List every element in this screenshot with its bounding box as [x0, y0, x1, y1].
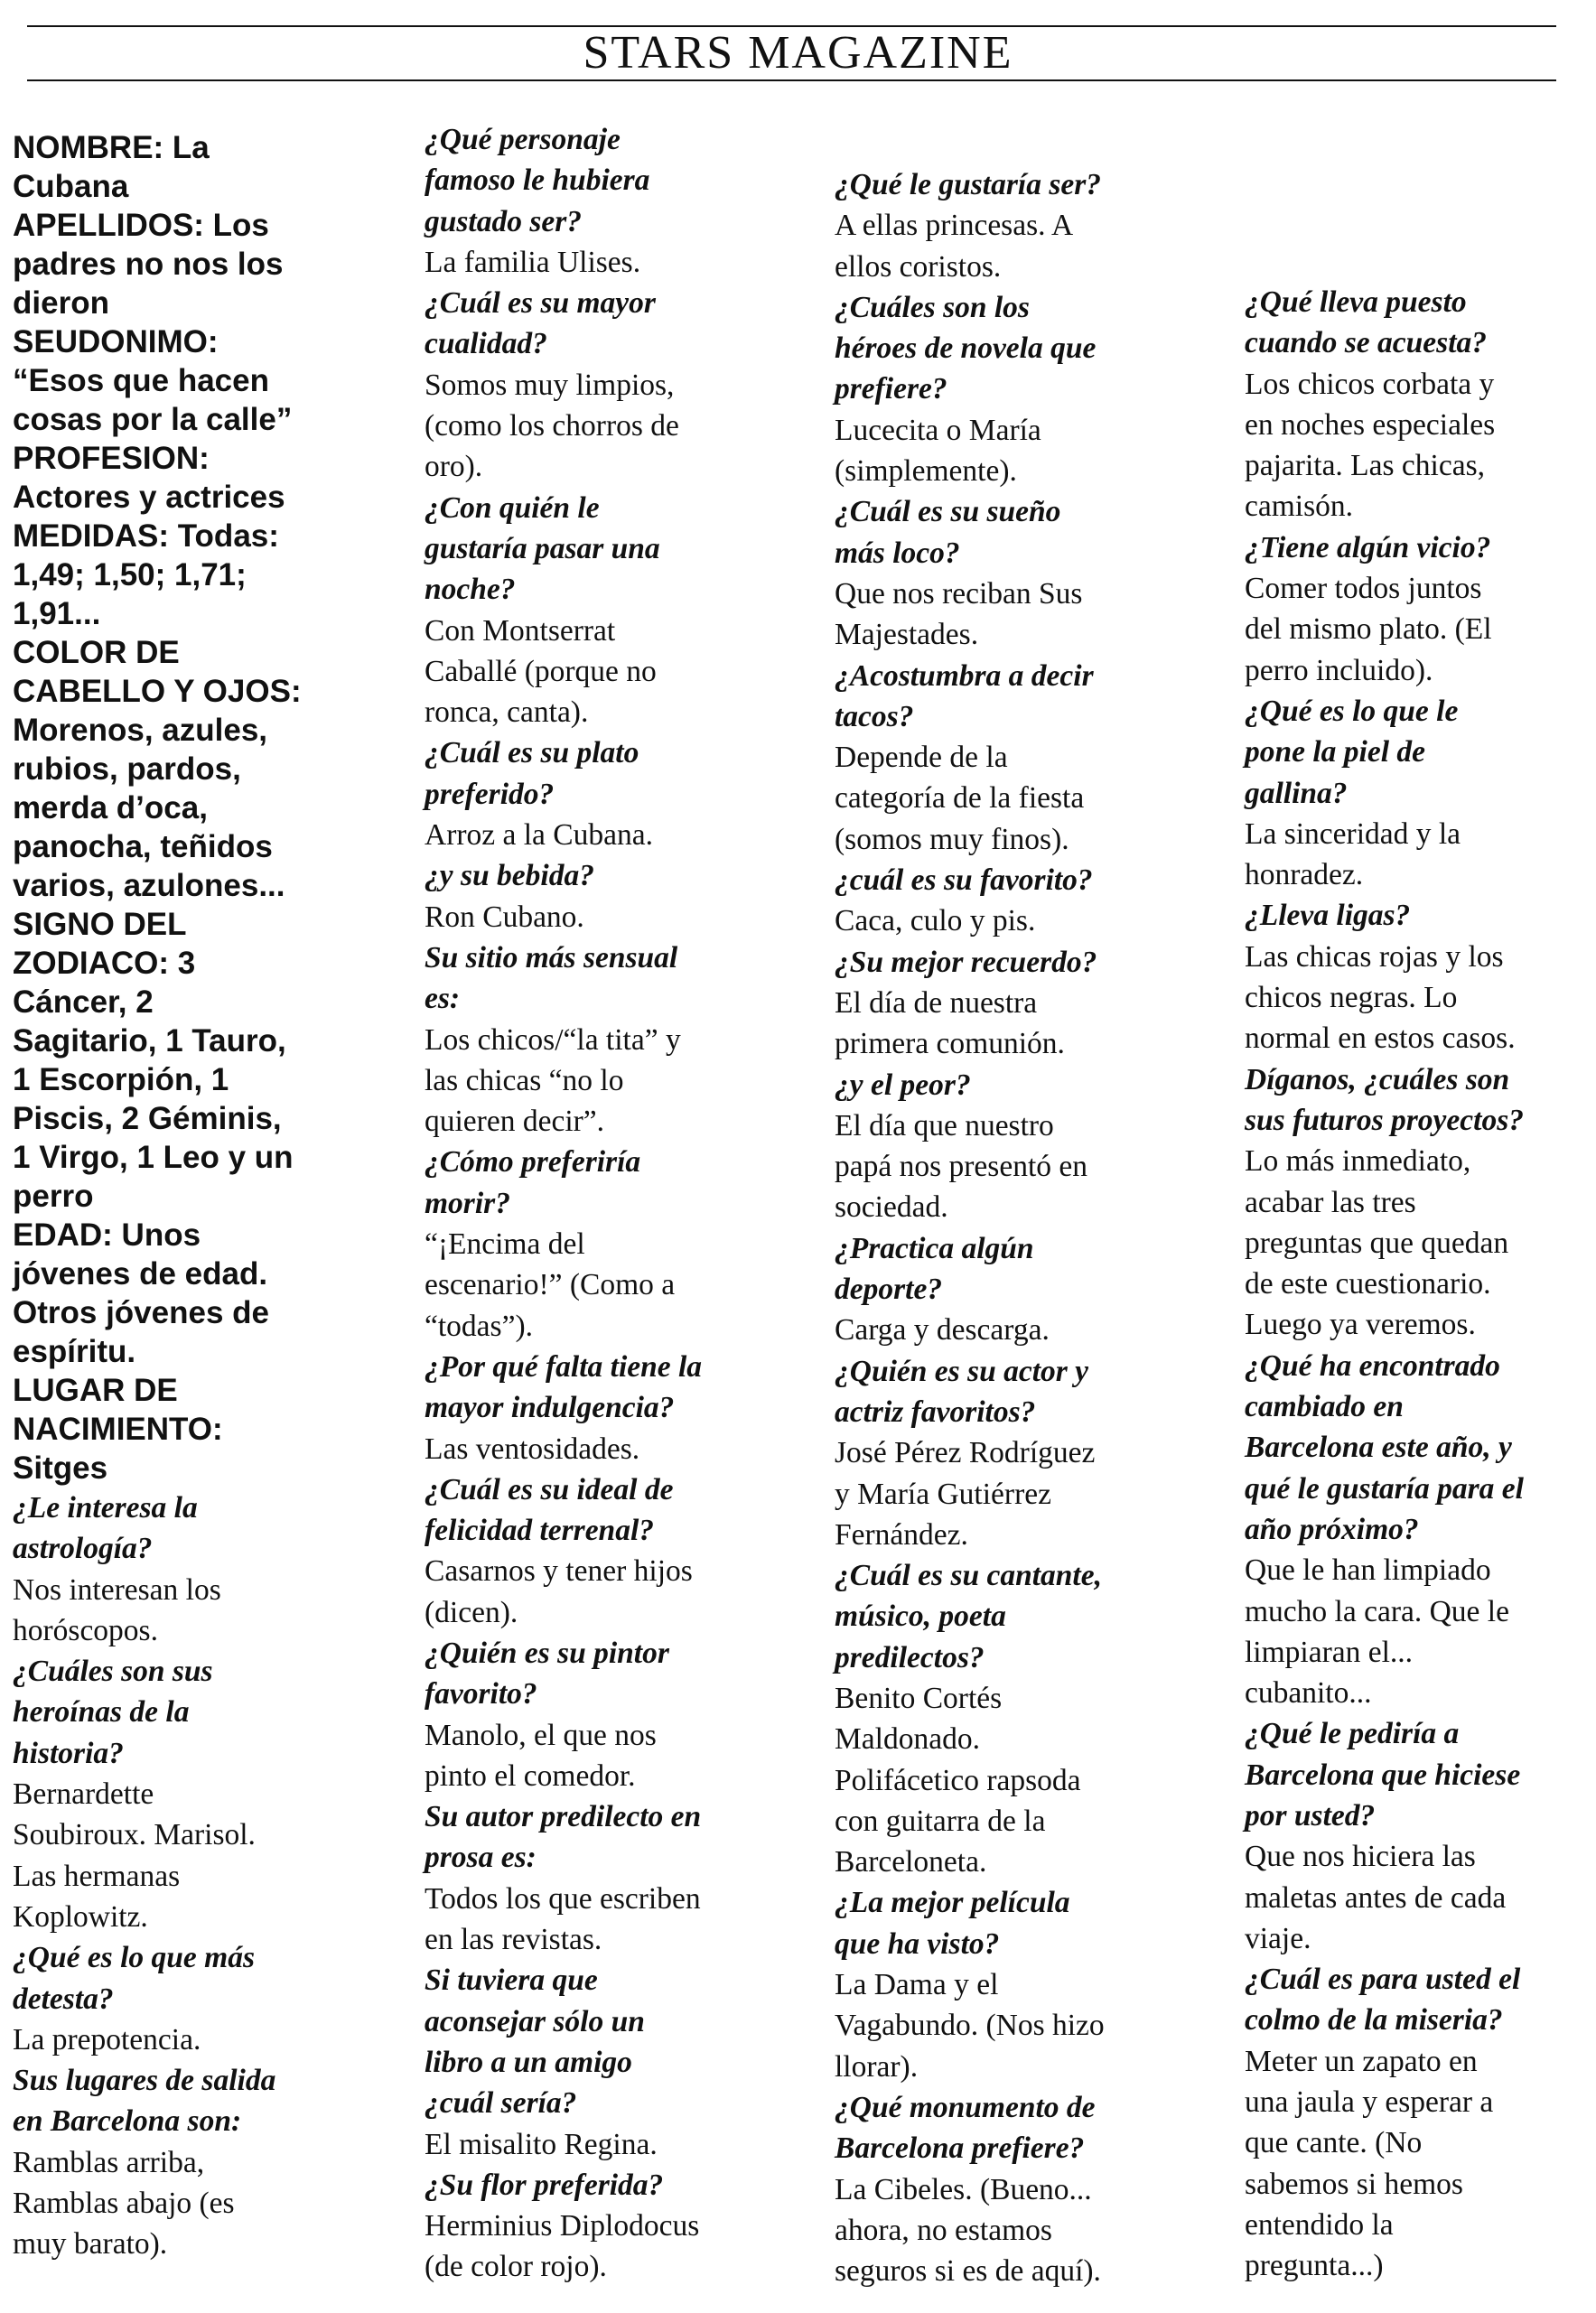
answer: Con Montserrat Caballé (porque no ronca, canta).: [425, 613, 657, 730]
answer: El misalito Regina.: [425, 2127, 658, 2161]
column-4: [1245, 282, 1588, 2287]
question: ¿y su bebida?: [425, 859, 594, 893]
question: ¿Cuál es para usted el colmo de la miseria?: [1245, 1963, 1521, 2038]
fact-medidas: MEDIDAS: Todas: 1,49; 1,50; 1,71; 1,91...: [13, 518, 279, 631]
question: Su sitio más sensual es:: [425, 940, 678, 1016]
qa-list-1: [13, 1488, 410, 2265]
question: ¿Por qué falta tiene la mayor indulgencia?: [425, 1349, 703, 1425]
answer: Manolo, el que nos pinto el comedor.: [425, 1718, 657, 1793]
header-bottom-rule: [27, 79, 1556, 81]
question: ¿Practica algún deporte?: [835, 1231, 1034, 1307]
answer: Nos interesan los horóscopos.: [13, 1572, 221, 1647]
answer: La familia Ulises.: [425, 245, 641, 279]
question: ¿Qué es lo que más detesta?: [13, 1941, 255, 2016]
page-title: STARS MAGAZINE: [583, 27, 1013, 79]
qa-item: [1245, 1713, 1588, 1959]
question: ¿Qué le pediría a Barcelona que hiciese por usted?: [1245, 1717, 1521, 1833]
question: ¿Cómo preferiría morir?: [425, 1145, 641, 1220]
question: Si tuviera que aconsejar sólo un libro a un amigo ¿cuál sería?: [425, 1963, 645, 2121]
answer: Arroz a la Cubana.: [425, 818, 654, 853]
question: ¿Qué lleva puesto cuando se acuesta?: [1245, 285, 1487, 360]
qa-list-2: [425, 119, 822, 2288]
qa-item: [1245, 1959, 1588, 2286]
question: ¿Le interesa la astrología?: [13, 1491, 198, 1566]
question: ¿y el peor?: [835, 1068, 971, 1102]
qa-item: [425, 283, 822, 487]
answer: El día de nuestra primera comunión.: [835, 985, 1065, 1061]
answer: Somos muy limpios, (como los chorros de oro).: [425, 368, 679, 484]
answer: Ramblas arriba, Ramblas abajo (es muy barato).: [13, 2145, 235, 2262]
question: ¿Qué es lo que le pone la piel de gallina?: [1245, 694, 1459, 810]
fact-profesion: PROFESION: Actores y actrices: [13, 441, 285, 515]
fact-apellidos: APELLIDOS: Los padres no nos los dieron: [13, 208, 284, 321]
question: ¿Cuáles son los héroes de novela que prefiere?: [835, 290, 1097, 406]
qa-item: [425, 1142, 822, 1346]
question: ¿Qué monumento de Barcelona prefiere?: [835, 2090, 1096, 2166]
answer: Las ventosidades.: [425, 1432, 640, 1466]
qa-item: [835, 656, 1232, 860]
answer: Ron Cubano.: [425, 900, 584, 934]
question: Sus lugares de salida en Barcelona son:: [13, 2064, 276, 2139]
answer: Benito Cortés Maldonado. Polifácetico rapsoda con guitarra de la Barceloneta.: [835, 1681, 1081, 1879]
answer: Que le han limpiado mucho la cara. Que le limpiaran el... cubanito...: [1245, 1553, 1509, 1711]
qa-item: [1245, 895, 1588, 1059]
question: ¿Cuál es su plato preferido?: [425, 736, 639, 811]
question: ¿Qué le gustaría ser?: [835, 168, 1102, 201]
answer: Meter un zapato en una jaula y esperar a que cante. (No sabemos si hemos entendido la pregunta...): [1245, 2044, 1494, 2283]
answer: El día que nuestro papá nos presentó en sociedad.: [835, 1108, 1088, 1225]
question: ¿Su flor preferida?: [425, 2168, 664, 2202]
qa-item: [425, 937, 822, 1142]
question: ¿Tiene algún vicio?: [1245, 530, 1491, 564]
qa-item: [425, 732, 822, 855]
qa-item: [1245, 1059, 1588, 1346]
qa-item: [13, 1488, 410, 1651]
qa-item: [835, 287, 1232, 491]
qa-item: [425, 1633, 822, 1796]
answer: Comer todos juntos del mismo plato. (El perro incluido).: [1245, 572, 1492, 687]
question: Su autor predilecto en prosa es:: [425, 1800, 702, 1875]
answer: “¡Encima del escenario!” (Como a “todas”).: [425, 1227, 676, 1343]
answer: Depende de la categoría de la fiesta (somos muy finos).: [835, 741, 1085, 856]
question: ¿Quién es su pintor favorito?: [425, 1636, 669, 1711]
qa-item: [1245, 691, 1588, 895]
qa-item: [835, 164, 1232, 287]
qa-list-3: [835, 164, 1232, 2291]
profile-facts: [13, 128, 410, 1488]
qa-item: [835, 1228, 1232, 1351]
answer: Todos los que escriben en las revistas.: [425, 1881, 701, 1957]
qa-item: [835, 2087, 1232, 2291]
answer: La prepotencia.: [13, 2022, 201, 2057]
answer: La Cibeles. (Bueno... ahora, no estamos seguros si es de aquí).: [835, 2172, 1101, 2289]
question: ¿Cuál es su sueño más loco?: [835, 495, 1061, 570]
column-1: [13, 128, 410, 2265]
qa-item: [835, 1351, 1232, 1555]
answer: A ellas princesas. A ellos coristos.: [835, 209, 1074, 284]
answer: La sinceridad y la honradez.: [1245, 816, 1461, 892]
question: ¿Cuál es su mayor cualidad?: [425, 286, 656, 361]
question: ¿Acostumbra a decir tacos?: [835, 658, 1094, 733]
answer: Lo más inmediato, acabar las tres preguntas que quedan de este cuestionario. Luego ya veremos.: [1245, 1144, 1509, 1342]
answer: Que nos hiciera las maletas antes de cada viaje.: [1245, 1840, 1507, 1955]
qa-item: [835, 1882, 1232, 2086]
question: ¿La mejor película que ha visto?: [835, 1886, 1070, 1961]
qa-list-4: [1245, 282, 1588, 2287]
answer: Los chicos/“la tita” y las chicas “no lo quieren decir”.: [425, 1022, 681, 1139]
answer: La Dama y el Vagabundo. (Nos hizo llorar).: [835, 1968, 1105, 2084]
qa-item: [425, 1347, 822, 1469]
qa-item: [1245, 527, 1588, 691]
question: ¿cuál es su favorito?: [835, 863, 1093, 898]
fact-lugar: LUGAR DE NACIMIENTO: Sitges: [13, 1373, 223, 1486]
qa-item: [835, 1555, 1232, 1882]
question: ¿Lleva ligas?: [1245, 899, 1411, 933]
question: ¿Quién es su actor y actriz favoritos?: [835, 1354, 1089, 1429]
question: ¿Con quién le gustaría pasar una noche?: [425, 490, 660, 607]
qa-item: [835, 860, 1232, 942]
qa-item: [425, 2165, 822, 2288]
fact-edad: EDAD: Unos jóvenes de edad. Otros jóvenes de espíritu.: [13, 1217, 269, 1369]
question: ¿Cuáles son sus heroínas de la historia?: [13, 1655, 213, 1770]
qa-item: [425, 1960, 822, 2164]
answer: Bernardette Soubiroux. Marisol. Las hermanas Koplowitz.: [13, 1777, 256, 1934]
qa-item: [835, 1065, 1232, 1228]
qa-item: [13, 1937, 410, 2060]
question: Díganos, ¿cuáles son sus futuros proyectos?: [1245, 1062, 1524, 1137]
qa-item: [1245, 1346, 1588, 1714]
qa-item: [425, 488, 822, 733]
qa-item: [835, 491, 1232, 655]
fact-nombre: NOMBRE: La Cubana: [13, 130, 210, 204]
answer: Que nos reciban Sus Majestades.: [835, 576, 1083, 652]
question: ¿Cuál es su cantante, músico, poeta predilectos?: [835, 1559, 1102, 1674]
fact-color: COLOR DE CABELLO Y OJOS: Morenos, azules, rubios, pardos, merda d’oca, panocha, teñidos varios, azulones...: [13, 635, 302, 903]
fact-signo: SIGNO DEL ZODIACO: 3 Cáncer, 2 Sagitario, 1 Tauro, 1 Escorpión, 1 Piscis, 2 Géminis, 1 Virgo, 1 Leo y un perro: [13, 907, 294, 1214]
qa-item: [425, 855, 822, 937]
qa-item: [835, 942, 1232, 1065]
qa-item: [13, 2060, 410, 2264]
column-3: [835, 164, 1232, 2291]
answer: Los chicos corbata y en noches especiales pajarita. Las chicas, camisón.: [1245, 367, 1496, 524]
answer: José Pérez Rodríguez y María Gutiérrez Fernández.: [835, 1436, 1096, 1552]
fact-seudonimo: SEUDONIMO: “Esos que hacen cosas por la calle”: [13, 324, 293, 437]
answer: Las chicas rojas y los chicos negras. Lo normal en estos casos.: [1245, 939, 1516, 1056]
answer: Casarnos y tener hijos (dicen).: [425, 1554, 693, 1629]
qa-item: [425, 1796, 822, 1960]
qa-item: [13, 1651, 410, 1937]
answer: Lucecita o María (simplemente).: [835, 413, 1041, 489]
qa-item: [425, 1469, 822, 1633]
qa-item: [1245, 282, 1588, 527]
question: ¿Qué personaje famoso le hubiera gustado ser?: [425, 123, 650, 238]
question: ¿Qué ha encontrado cambiado en Barcelona este año, y qué le gustaría para el año próximo?: [1245, 1348, 1524, 1546]
qa-item: [425, 119, 822, 283]
question: ¿Cuál es su ideal de felicidad terrenal?: [425, 1472, 674, 1548]
question: ¿Su mejor recuerdo?: [835, 945, 1097, 979]
answer: Caca, culo y pis.: [835, 904, 1036, 938]
answer: Herminius Diplodocus (de color rojo).: [425, 2209, 700, 2284]
answer: Carga y descarga.: [835, 1313, 1050, 1348]
column-2: [425, 119, 822, 2288]
